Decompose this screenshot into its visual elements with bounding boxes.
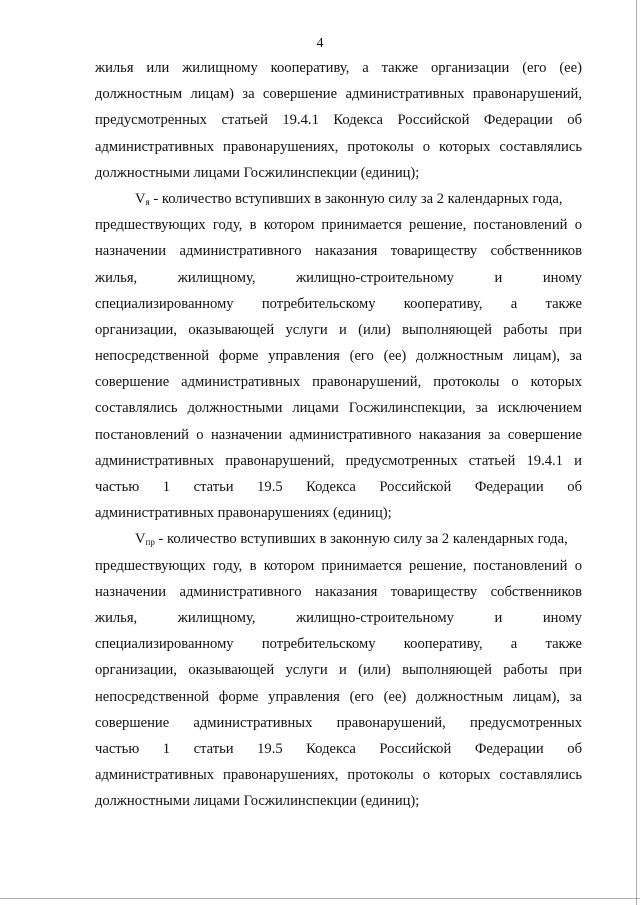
text-line: должностными лицами Госжилинспекции (единиц); bbox=[95, 164, 420, 181]
text-line: административных правонарушениях, протоколы о которых составлялись bbox=[95, 138, 582, 155]
text-line: административных правонарушениях (единиц); bbox=[95, 505, 392, 522]
paragraph-1 bbox=[95, 58, 582, 189]
text-line: специализированному потребительскому кооперативу, а также bbox=[95, 295, 582, 312]
paragraph-2 bbox=[95, 189, 582, 529]
text-line: предусмотренных статьей 19.4.1 Кодекса Российской Федерации об bbox=[95, 112, 582, 129]
text-line: непосредственной форме управления (его (ее) должностным лицам), за bbox=[95, 348, 582, 365]
paragraph-3 bbox=[95, 529, 582, 817]
text-line: совершение административных правонарушений, предусмотренных bbox=[95, 714, 582, 731]
text-line: частью 1 статьи 19.5 Кодекса Российской Федерации об bbox=[95, 479, 582, 495]
text-line: жилья, жилищному, жилищно-строительному и иному bbox=[95, 609, 582, 626]
text-line: организации, оказывающей услуги и (или) выполняющей работы при bbox=[95, 662, 582, 679]
definition-text: - количество вступивших в законную силу за 2 календарных года, bbox=[149, 190, 563, 207]
text-line: должностным лицам) за совершение административных правонарушений, bbox=[95, 86, 582, 103]
text-line: постановлений о назначении административного наказания за совершение bbox=[95, 426, 582, 443]
scan-edge-right bbox=[636, 0, 637, 905]
text-line: административных правонарушений, предусмотренных статьей 19.4.1 и bbox=[95, 452, 582, 469]
text-line: предшествующих году, в котором принимается решение, постановлений о bbox=[95, 217, 582, 234]
page-number: 4 bbox=[316, 36, 324, 51]
text-line: организации, оказывающей услуги и (или) выполняющей работы при bbox=[95, 321, 582, 338]
text-line: административных правонарушениях, протоколы о которых составлялись bbox=[95, 767, 582, 784]
definition-text: - количество вступивших в законную силу за 2 календарных года, bbox=[154, 531, 568, 548]
text-line: составлялись должностными лицами Госжилинспекции, за исключением bbox=[95, 400, 582, 417]
text-line: назначении административного наказания товариществу собственников bbox=[95, 583, 582, 600]
variable-subscript: я bbox=[145, 196, 150, 207]
definition-line bbox=[95, 189, 582, 215]
text-line: жилья или жилищному кооперативу, а также организации (его (ее) bbox=[95, 60, 582, 76]
text-line: жилья, жилищному, жилищно-строительному и иному bbox=[95, 269, 582, 286]
variable-symbol: V bbox=[135, 531, 146, 548]
variable-subscript: пр bbox=[145, 537, 155, 548]
document-body bbox=[95, 58, 582, 817]
definition-line bbox=[95, 529, 582, 555]
text-line: совершение административных правонарушений, протоколы о которых bbox=[95, 374, 582, 391]
text-line: непосредственной форме управления (его (ее) должностным лицам), за bbox=[95, 688, 582, 705]
text-line: частью 1 статьи 19.5 Кодекса Российской Федерации об bbox=[95, 740, 582, 757]
text-line: назначении административного наказания товариществу собственников bbox=[95, 243, 582, 260]
text-line: должностными лицами Госжилинспекции (единиц); bbox=[95, 793, 420, 810]
text-line: специализированному потребительскому кооперативу, а также bbox=[95, 636, 582, 653]
variable-symbol: V bbox=[135, 190, 146, 207]
scan-edge-bottom bbox=[0, 898, 640, 899]
text-line: предшествующих году, в котором принимается решение, постановлений о bbox=[95, 557, 582, 574]
